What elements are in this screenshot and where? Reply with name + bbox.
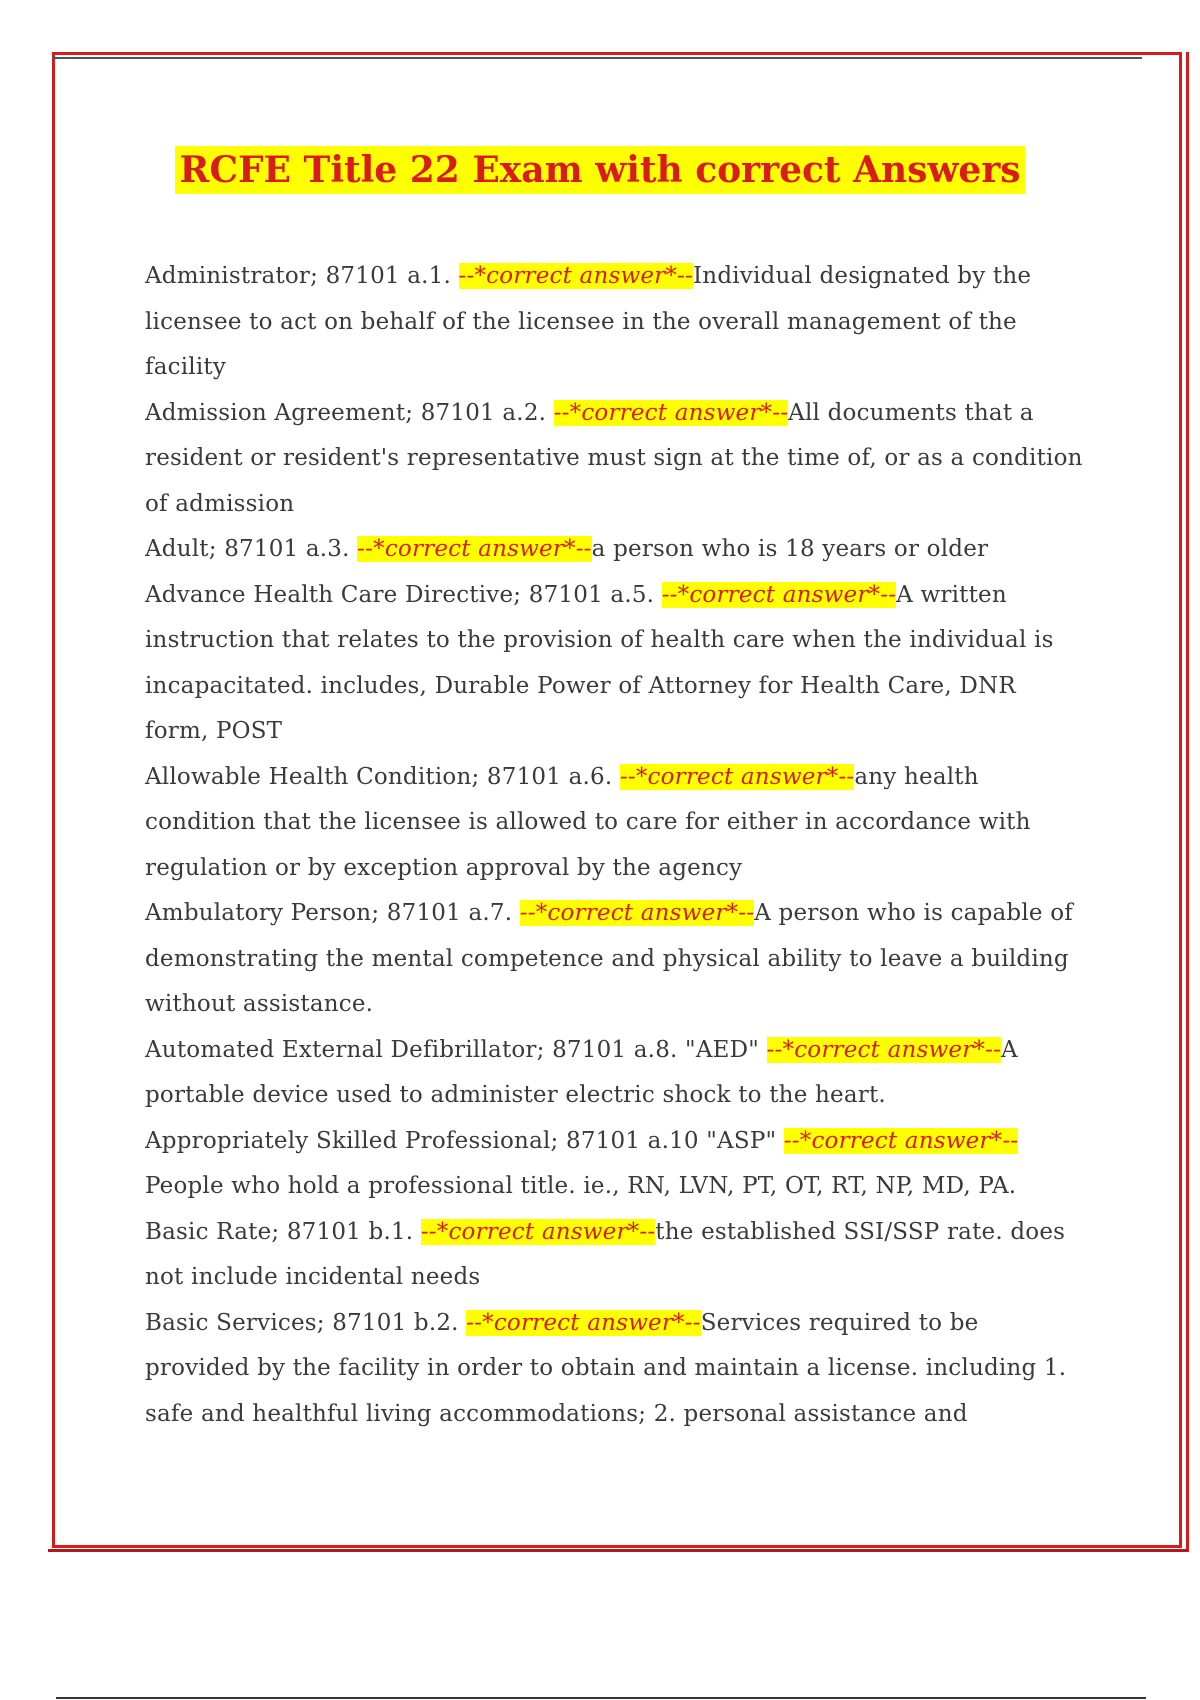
entry-definition: Services required to be provided by the facility in order to obtain and maintain a license. including 1. safe and healthful living accommodations; 2. personal assistance and: [145, 1309, 1067, 1427]
document-body: [145, 254, 1085, 1437]
frame-top-line: [52, 57, 1142, 59]
entry-term: Ambulatory Person; 87101 a.7.: [145, 900, 520, 926]
definition-entry: [145, 891, 1085, 1028]
correct-answer-marker: --*correct answer*--: [466, 1309, 701, 1336]
frame-right-line: [1186, 52, 1189, 1552]
definition-entry: [145, 573, 1085, 755]
definition-entry: [145, 755, 1085, 892]
entry-definition: A portable device used to administer electric shock to the heart.: [145, 1036, 1018, 1108]
entry-definition: A person who is capable of demonstrating the mental competence and physical ability to leave a building without assistance.: [145, 900, 1073, 1017]
entry-definition: All documents that a resident or resident's representative must sign at the time of, or as a condition of admission: [145, 399, 1083, 517]
entry-term: Basic Services; 87101 b.2.: [145, 1309, 467, 1336]
entry-definition: Individual designated by the licensee to act on behalf of the licensee in the overall management of the facility: [145, 263, 1032, 380]
entry-term: Basic Rate; 87101 b.1.: [145, 1218, 421, 1245]
definition-entry: [145, 254, 1085, 391]
correct-answer-marker: --*correct answer*--: [783, 1127, 1019, 1154]
definition-entry: [145, 391, 1085, 528]
document-title: RCFE Title 22 Exam with correct Answers: [175, 146, 1024, 194]
definition-entry: [145, 1028, 1085, 1119]
entry-term: Automated External Defibrillator; 87101 a.8. "AED": [145, 1036, 767, 1063]
correct-answer-marker: --*correct answer*--: [766, 1036, 1002, 1063]
correct-answer-marker: --*correct answer*--: [519, 900, 755, 926]
definition-entry: [145, 1119, 1085, 1210]
entry-definition: any health condition that the licensee is allowed to care for either in accordance with regulation or by exception approval by the agency: [145, 763, 1031, 881]
entry-term: Admission Agreement; 87101 a.2.: [145, 399, 554, 426]
correct-answer-marker: --*correct answer*--: [458, 263, 694, 289]
definition-entry: [145, 1301, 1085, 1438]
title-container: [0, 146, 1200, 194]
entry-definition: People who hold a professional title. ie., RN, LVN, PT, OT, RT, NP, MD, PA.: [145, 1173, 1017, 1199]
page-bottom-rule: [56, 1697, 1146, 1699]
entry-definition: A written instruction that relates to the provision of health care when the individual is incapacitated. includes, Durable Power of Attorney for Health Care, DNR form, POST: [145, 581, 1054, 744]
entry-definition: the established SSI/SSP rate. does not include incidental needs: [145, 1218, 1066, 1290]
entry-definition: a person who is 18 years or older: [591, 536, 989, 562]
correct-answer-marker: --*correct answer*--: [420, 1218, 656, 1245]
entry-term: Administrator; 87101 a.1.: [145, 263, 459, 289]
entry-term: Allowable Health Condition; 87101 a.6.: [145, 763, 620, 790]
entry-term: Adult; 87101 a.3.: [145, 536, 358, 562]
correct-answer-marker: --*correct answer*--: [619, 763, 855, 790]
definition-entry: [145, 1210, 1085, 1301]
frame-bottom-line: [48, 1549, 1188, 1552]
definition-entry: [145, 527, 1085, 573]
entry-term: Appropriately Skilled Professional; 87101 a.10 "ASP": [145, 1127, 784, 1154]
correct-answer-marker: --*correct answer*--: [357, 536, 592, 562]
correct-answer-marker: --*correct answer*--: [553, 399, 789, 426]
correct-answer-marker: --*correct answer*--: [661, 581, 897, 608]
entry-term: Advance Health Care Directive; 87101 a.5.: [145, 581, 662, 608]
